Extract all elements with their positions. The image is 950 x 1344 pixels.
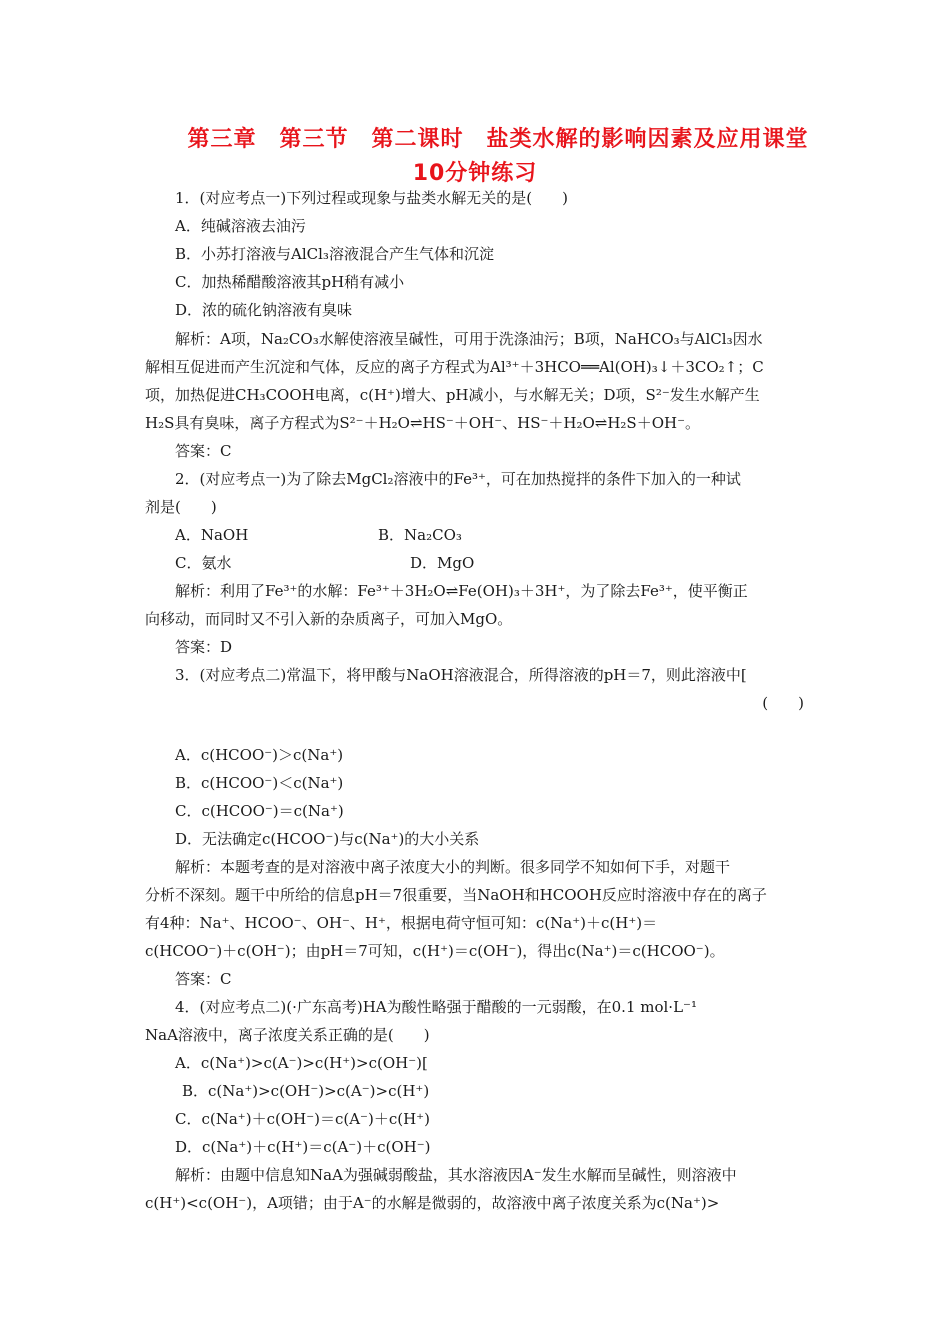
q2-analysis-2: 向移动，而同时又不引入新的杂质离子，可加入MgO。: [145, 610, 513, 628]
q3-analysis-1: 解析：本题考查的是对溶液中离子浓度大小的判断。很多同学不知如何下手，对题干: [175, 858, 731, 876]
title-line-2: 10分钟练习: [412, 161, 538, 186]
q1-option-a: A．纯碱溶液去油污: [175, 217, 306, 235]
q4-analysis-2: c(H⁺)<c(OH⁻)，A项错；由于A⁻的水解是微弱的，故溶液中离子浓度关系为c(Na⁺)>: [145, 1194, 720, 1212]
q2-option-c: C．氨水: [175, 554, 232, 572]
q1-option-c: C．加热稀醋酸溶液其pH稍有减小: [175, 273, 405, 291]
q4-option-c: C．c(Na⁺)＋c(OH⁻)＝c(A⁻)＋c(H⁺): [175, 1110, 430, 1128]
q1-stem: 1．(对应考点一)下列过程或现象与盐类水解无关的是( ): [175, 189, 568, 207]
q4-stem-1: 4．(对应考点二)(·广东高考)HA为酸性略强于醋酸的一元弱酸，在0.1 mol·L⁻¹: [175, 998, 697, 1016]
title-line-1: 第三章 第三节 第二课时 盐类水解的影响因素及应用课堂: [187, 127, 809, 152]
q1-option-b: B．小苏打溶液与AlCl₃溶液混合产生气体和沉淀: [175, 245, 494, 263]
q3-option-a: A．c(HCOO⁻)＞c(Na⁺): [175, 746, 344, 764]
q2-stem-1: 2．(对应考点一)为了除去MgCl₂溶液中的Fe³⁺，可在加热搅拌的条件下加入的一种试: [175, 470, 741, 488]
q1-analysis-1: 解析：A项，Na₂CO₃水解使溶液呈碱性，可用于洗涤油污；B项，NaHCO₃与AlCl₃因水: [175, 330, 763, 348]
q3-analysis-4: c(HCOO⁻)＋c(OH⁻)；由pH＝7可知，c(H⁺)＝c(OH⁻)，得出c(Na⁺)＝c(HCOO⁻)。: [145, 942, 725, 960]
q1-option-d: D．浓的硫化钠溶液有臭味: [175, 301, 353, 319]
q4-option-a: A．c(Na⁺)>c(A⁻)>c(H⁺)>c(OH⁻)[: [175, 1054, 428, 1072]
q3-answer: 答案：C: [175, 970, 232, 988]
q2-option-a: A．NaOH: [175, 526, 249, 544]
q4-stem-2: NaA溶液中，离子浓度关系正确的是( ): [145, 1026, 430, 1044]
q2-option-d: D．MgO: [410, 554, 475, 572]
q3-analysis-2: 分析不深刻。题干中所给的信息pH＝7很重要，当NaOH和HCOOH反应时溶液中存在的离子: [145, 886, 767, 904]
q3-option-c: C．c(HCOO⁻)＝c(Na⁺): [175, 802, 344, 820]
q2-option-b: B．Na₂CO₃: [378, 526, 462, 544]
q2-analysis-1: 解析：利用了Fe³⁺的水解：Fe³⁺＋3H₂O⇌Fe(OH)₃＋3H⁺，为了除去Fe³⁺，使平衡正: [175, 582, 748, 600]
q1-analysis-4: H₂S具有臭味，离子方程式为S²⁻＋H₂O⇌HS⁻＋OH⁻、HS⁻＋H₂O⇌H₂S＋OH⁻。: [145, 414, 701, 432]
q1-analysis-2: 解相互促进而产生沉淀和气体，反应的离子方程式为Al³⁺＋3HCO══Al(OH)₃↓＋3CO₂↑；C: [145, 358, 764, 376]
q3-option-d: D．无法确定c(HCOO⁻)与c(Na⁺)的大小关系: [175, 830, 480, 848]
q2-stem-2: 剂是( ): [145, 498, 217, 516]
q4-analysis-1: 解析：由题中信息知NaA为强碱弱酸盐，其水溶液因A⁻发生水解而呈碱性，则溶液中: [175, 1166, 737, 1184]
q4-option-b: B．c(Na⁺)>c(OH⁻)>c(A⁻)>c(H⁺): [182, 1082, 430, 1100]
q1-answer: 答案：C: [175, 442, 232, 460]
q3-analysis-3: 有4种：Na⁺、HCOO⁻、OH⁻、H⁺，根据电荷守恒可知：c(Na⁺)＋c(H⁺)＝: [145, 914, 658, 932]
q2-answer: 答案：D: [175, 638, 233, 656]
q1-analysis-3: 项，加热促进CH₃COOH电离，c(H⁺)增大、pH减小，与水解无关；D项，S²⁻发生水解产生: [145, 386, 760, 404]
q3-option-b: B．c(HCOO⁻)＜c(Na⁺): [175, 774, 344, 792]
q3-stem-1: 3．(对应考点二)常温下，将甲酸与NaOH溶液混合，所得溶液的pH＝7，则此溶液中[: [175, 666, 747, 684]
q3-stem-2: ( ): [762, 694, 804, 712]
q4-option-d: D．c(Na⁺)＋c(H⁺)＝c(A⁻)＋c(OH⁻): [175, 1138, 431, 1156]
